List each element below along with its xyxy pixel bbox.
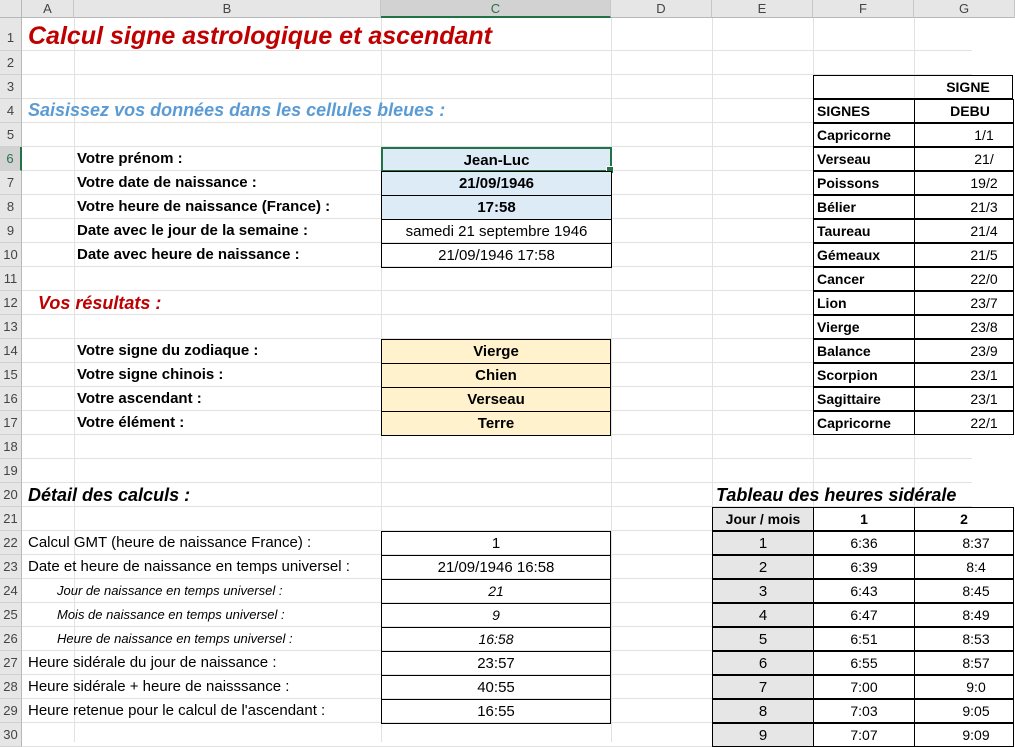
- sign-name-cell: Vierge: [813, 315, 915, 339]
- row-header[interactable]: 18: [0, 435, 22, 459]
- signs-header-signes: SIGNES: [813, 99, 915, 123]
- row-header[interactable]: 20: [0, 483, 22, 507]
- label-heure-naissance: Votre heure de naissance (France) :: [77, 198, 331, 215]
- sign-name-cell: Lion: [813, 291, 915, 315]
- sign-start-cell: 23/1: [914, 363, 1014, 387]
- sign-name-cell: Bélier: [813, 195, 915, 219]
- row-header[interactable]: 3: [0, 75, 22, 99]
- detail-label: Jour de naissance en temps universel :: [57, 583, 283, 598]
- signe-zodiaque-result[interactable]: Vierge: [381, 339, 611, 364]
- sign-name-cell: Capricorne: [813, 123, 915, 147]
- signs-header-debut: DEBU: [914, 99, 1014, 123]
- detail-value[interactable]: 21/09/1946 16:58: [381, 555, 611, 580]
- row-header[interactable]: 28: [0, 675, 22, 699]
- row-header[interactable]: 6: [0, 147, 22, 171]
- row-header[interactable]: 11: [0, 267, 22, 291]
- sign-name-cell: Sagittaire: [813, 387, 915, 411]
- sign-start-cell: 23/1: [914, 387, 1014, 411]
- row-header[interactable]: 5: [0, 123, 22, 147]
- detail-label: Calcul GMT (heure de naissance France) :: [28, 534, 312, 551]
- column-header-e[interactable]: E: [712, 0, 813, 18]
- sidereal-day-cell: 5: [712, 627, 814, 651]
- sidereal-month-1-cell: 6:55: [813, 651, 915, 675]
- ascendant-result[interactable]: Verseau: [381, 387, 611, 412]
- sign-start-cell: 1/1: [914, 123, 1014, 147]
- row-header[interactable]: 7: [0, 171, 22, 195]
- page-title: Calcul signe astrologique et ascendant: [28, 22, 493, 50]
- column-header-a[interactable]: A: [22, 0, 74, 18]
- sidereal-day-cell: 2: [712, 555, 814, 579]
- sign-name-cell: Taureau: [813, 219, 915, 243]
- row-header[interactable]: 8: [0, 195, 22, 219]
- row-header[interactable]: 29: [0, 699, 22, 723]
- detail-value[interactable]: 16:55: [381, 699, 611, 724]
- label-signe-zodiaque: Votre signe du zodiaque :: [77, 342, 259, 359]
- signs-table-title: SIGNE: [813, 75, 1013, 99]
- sign-name-cell: Gémeaux: [813, 243, 915, 267]
- row-header[interactable]: 17: [0, 411, 22, 435]
- row-header[interactable]: 12: [0, 291, 22, 315]
- row-header[interactable]: 2: [0, 51, 22, 75]
- sign-start-cell: 23/9: [914, 339, 1014, 363]
- sign-start-cell: 23/8: [914, 315, 1014, 339]
- sign-name-cell: Cancer: [813, 267, 915, 291]
- column-header-f[interactable]: F: [813, 0, 914, 18]
- sidereal-month-1-cell: 7:07: [813, 723, 915, 747]
- sidereal-month-2-cell: 8:4: [914, 555, 1014, 579]
- detail-label: Heure retenue pour le calcul de l'ascendant :: [28, 702, 326, 719]
- label-signe-chinois: Votre signe chinois :: [77, 366, 224, 383]
- column-header-g[interactable]: G: [914, 0, 1015, 18]
- element-result[interactable]: Terre: [381, 411, 611, 436]
- sign-name-cell: Poissons: [813, 171, 915, 195]
- sign-start-cell: 21/3: [914, 195, 1014, 219]
- sidereal-day-cell: 1: [712, 531, 814, 555]
- signe-chinois-result[interactable]: Chien: [381, 363, 611, 388]
- row-header[interactable]: 26: [0, 627, 22, 651]
- sidereal-day-cell: 6: [712, 651, 814, 675]
- sidereal-month-1-cell: 6:36: [813, 531, 915, 555]
- row-header[interactable]: 22: [0, 531, 22, 555]
- label-date-naissance: Votre date de naissance :: [77, 174, 257, 191]
- row-header[interactable]: 14: [0, 339, 22, 363]
- label-date-heure: Date avec heure de naissance :: [77, 246, 300, 263]
- column-header-b[interactable]: B: [74, 0, 381, 18]
- sidereal-month-2-cell: 8:45: [914, 579, 1014, 603]
- detail-value[interactable]: 40:55: [381, 675, 611, 700]
- sign-name-cell: Scorpion: [813, 363, 915, 387]
- date-jour-semaine-cell[interactable]: samedi 21 septembre 1946: [381, 219, 612, 244]
- detail-label: Heure sidérale + heure de naisssance :: [28, 678, 290, 695]
- row-header[interactable]: 10: [0, 243, 22, 267]
- sidereal-day-cell: 3: [712, 579, 814, 603]
- row-header[interactable]: 21: [0, 507, 22, 531]
- row-header[interactable]: 30: [0, 723, 22, 747]
- instructions-heading: Saisissez vos données dans les cellules bleues :: [28, 100, 446, 120]
- row-header[interactable]: 15: [0, 363, 22, 387]
- sidereal-month-2-cell: 8:53: [914, 627, 1014, 651]
- sign-start-cell: 22/0: [914, 267, 1014, 291]
- sidereal-month-1-cell: 6:43: [813, 579, 915, 603]
- sidereal-month-2-cell: 9:0: [914, 675, 1014, 699]
- row-header[interactable]: 24: [0, 579, 22, 603]
- row-header[interactable]: 25: [0, 603, 22, 627]
- sign-start-cell: 22/1: [914, 411, 1014, 435]
- sign-start-cell: 21/4: [914, 219, 1014, 243]
- sidereal-day-cell: 8: [712, 699, 814, 723]
- detail-label: Date et heure de naissance en temps universel :: [28, 558, 350, 575]
- row-header[interactable]: 16: [0, 387, 22, 411]
- sign-start-cell: 23/7: [914, 291, 1014, 315]
- label-prenom: Votre prénom :: [77, 150, 183, 167]
- row-header[interactable]: 9: [0, 219, 22, 243]
- detail-value[interactable]: 21: [381, 579, 611, 604]
- sign-start-cell: 21/5: [914, 243, 1014, 267]
- sign-start-cell: 19/2: [914, 171, 1014, 195]
- date-naissance-input[interactable]: 21/09/1946: [381, 171, 612, 196]
- sidereal-header-jour-mois: Jour / mois: [712, 507, 814, 531]
- sign-name-cell: Capricorne: [813, 411, 915, 435]
- detail-label: Heure de naissance en temps universel :: [57, 631, 293, 646]
- sidereal-month-1-cell: 6:39: [813, 555, 915, 579]
- sidereal-header-month-2: 2: [914, 507, 1014, 531]
- row-header[interactable]: 23: [0, 555, 22, 579]
- detail-value[interactable]: 9: [381, 603, 611, 628]
- prenom-input[interactable]: Jean-Luc: [381, 147, 612, 172]
- sidereal-header-month-1: 1: [813, 507, 915, 531]
- sidereal-month-2-cell: 9:09: [914, 723, 1014, 747]
- sidereal-month-1-cell: 6:47: [813, 603, 915, 627]
- row-header[interactable]: 1: [0, 18, 22, 51]
- row-header[interactable]: 13: [0, 315, 22, 339]
- sidereal-table-title: Tableau des heures sidérale: [716, 485, 957, 505]
- label-element: Votre élément :: [77, 414, 185, 431]
- row-header[interactable]: 27: [0, 651, 22, 675]
- sidereal-month-1-cell: 6:51: [813, 627, 915, 651]
- sidereal-month-2-cell: 8:37: [914, 531, 1014, 555]
- sign-name-cell: Verseau: [813, 147, 915, 171]
- sign-start-cell: 21/: [914, 147, 1014, 171]
- detail-label: Mois de naissance en temps universel :: [57, 607, 285, 622]
- row-header[interactable]: 4: [0, 99, 22, 123]
- sign-name-cell: Balance: [813, 339, 915, 363]
- detail-value[interactable]: 1: [381, 531, 611, 556]
- details-heading: Détail des calculs :: [28, 485, 191, 505]
- column-header-c[interactable]: C: [381, 0, 611, 18]
- sidereal-day-cell: 9: [712, 723, 814, 747]
- select-all-corner[interactable]: [0, 0, 22, 18]
- label-date-jour-semaine: Date avec le jour de la semaine :: [77, 222, 308, 239]
- results-heading: Vos résultats :: [38, 293, 162, 313]
- sidereal-month-2-cell: 8:57: [914, 651, 1014, 675]
- sidereal-month-2-cell: 8:49: [914, 603, 1014, 627]
- sidereal-month-2-cell: 9:05: [914, 699, 1014, 723]
- heure-naissance-input[interactable]: 17:58: [381, 195, 612, 220]
- date-heure-cell[interactable]: 21/09/1946 17:58: [381, 243, 612, 268]
- sidereal-month-1-cell: 7:03: [813, 699, 915, 723]
- sidereal-month-1-cell: 7:00: [813, 675, 915, 699]
- row-header[interactable]: 19: [0, 459, 22, 483]
- sidereal-day-cell: 4: [712, 603, 814, 627]
- column-header-d[interactable]: D: [611, 0, 712, 18]
- label-ascendant: Votre ascendant :: [77, 390, 202, 407]
- detail-value[interactable]: 16:58: [381, 627, 611, 652]
- detail-value[interactable]: 23:57: [381, 651, 611, 676]
- detail-label: Heure sidérale du jour de naissance :: [28, 654, 277, 671]
- sidereal-day-cell: 7: [712, 675, 814, 699]
